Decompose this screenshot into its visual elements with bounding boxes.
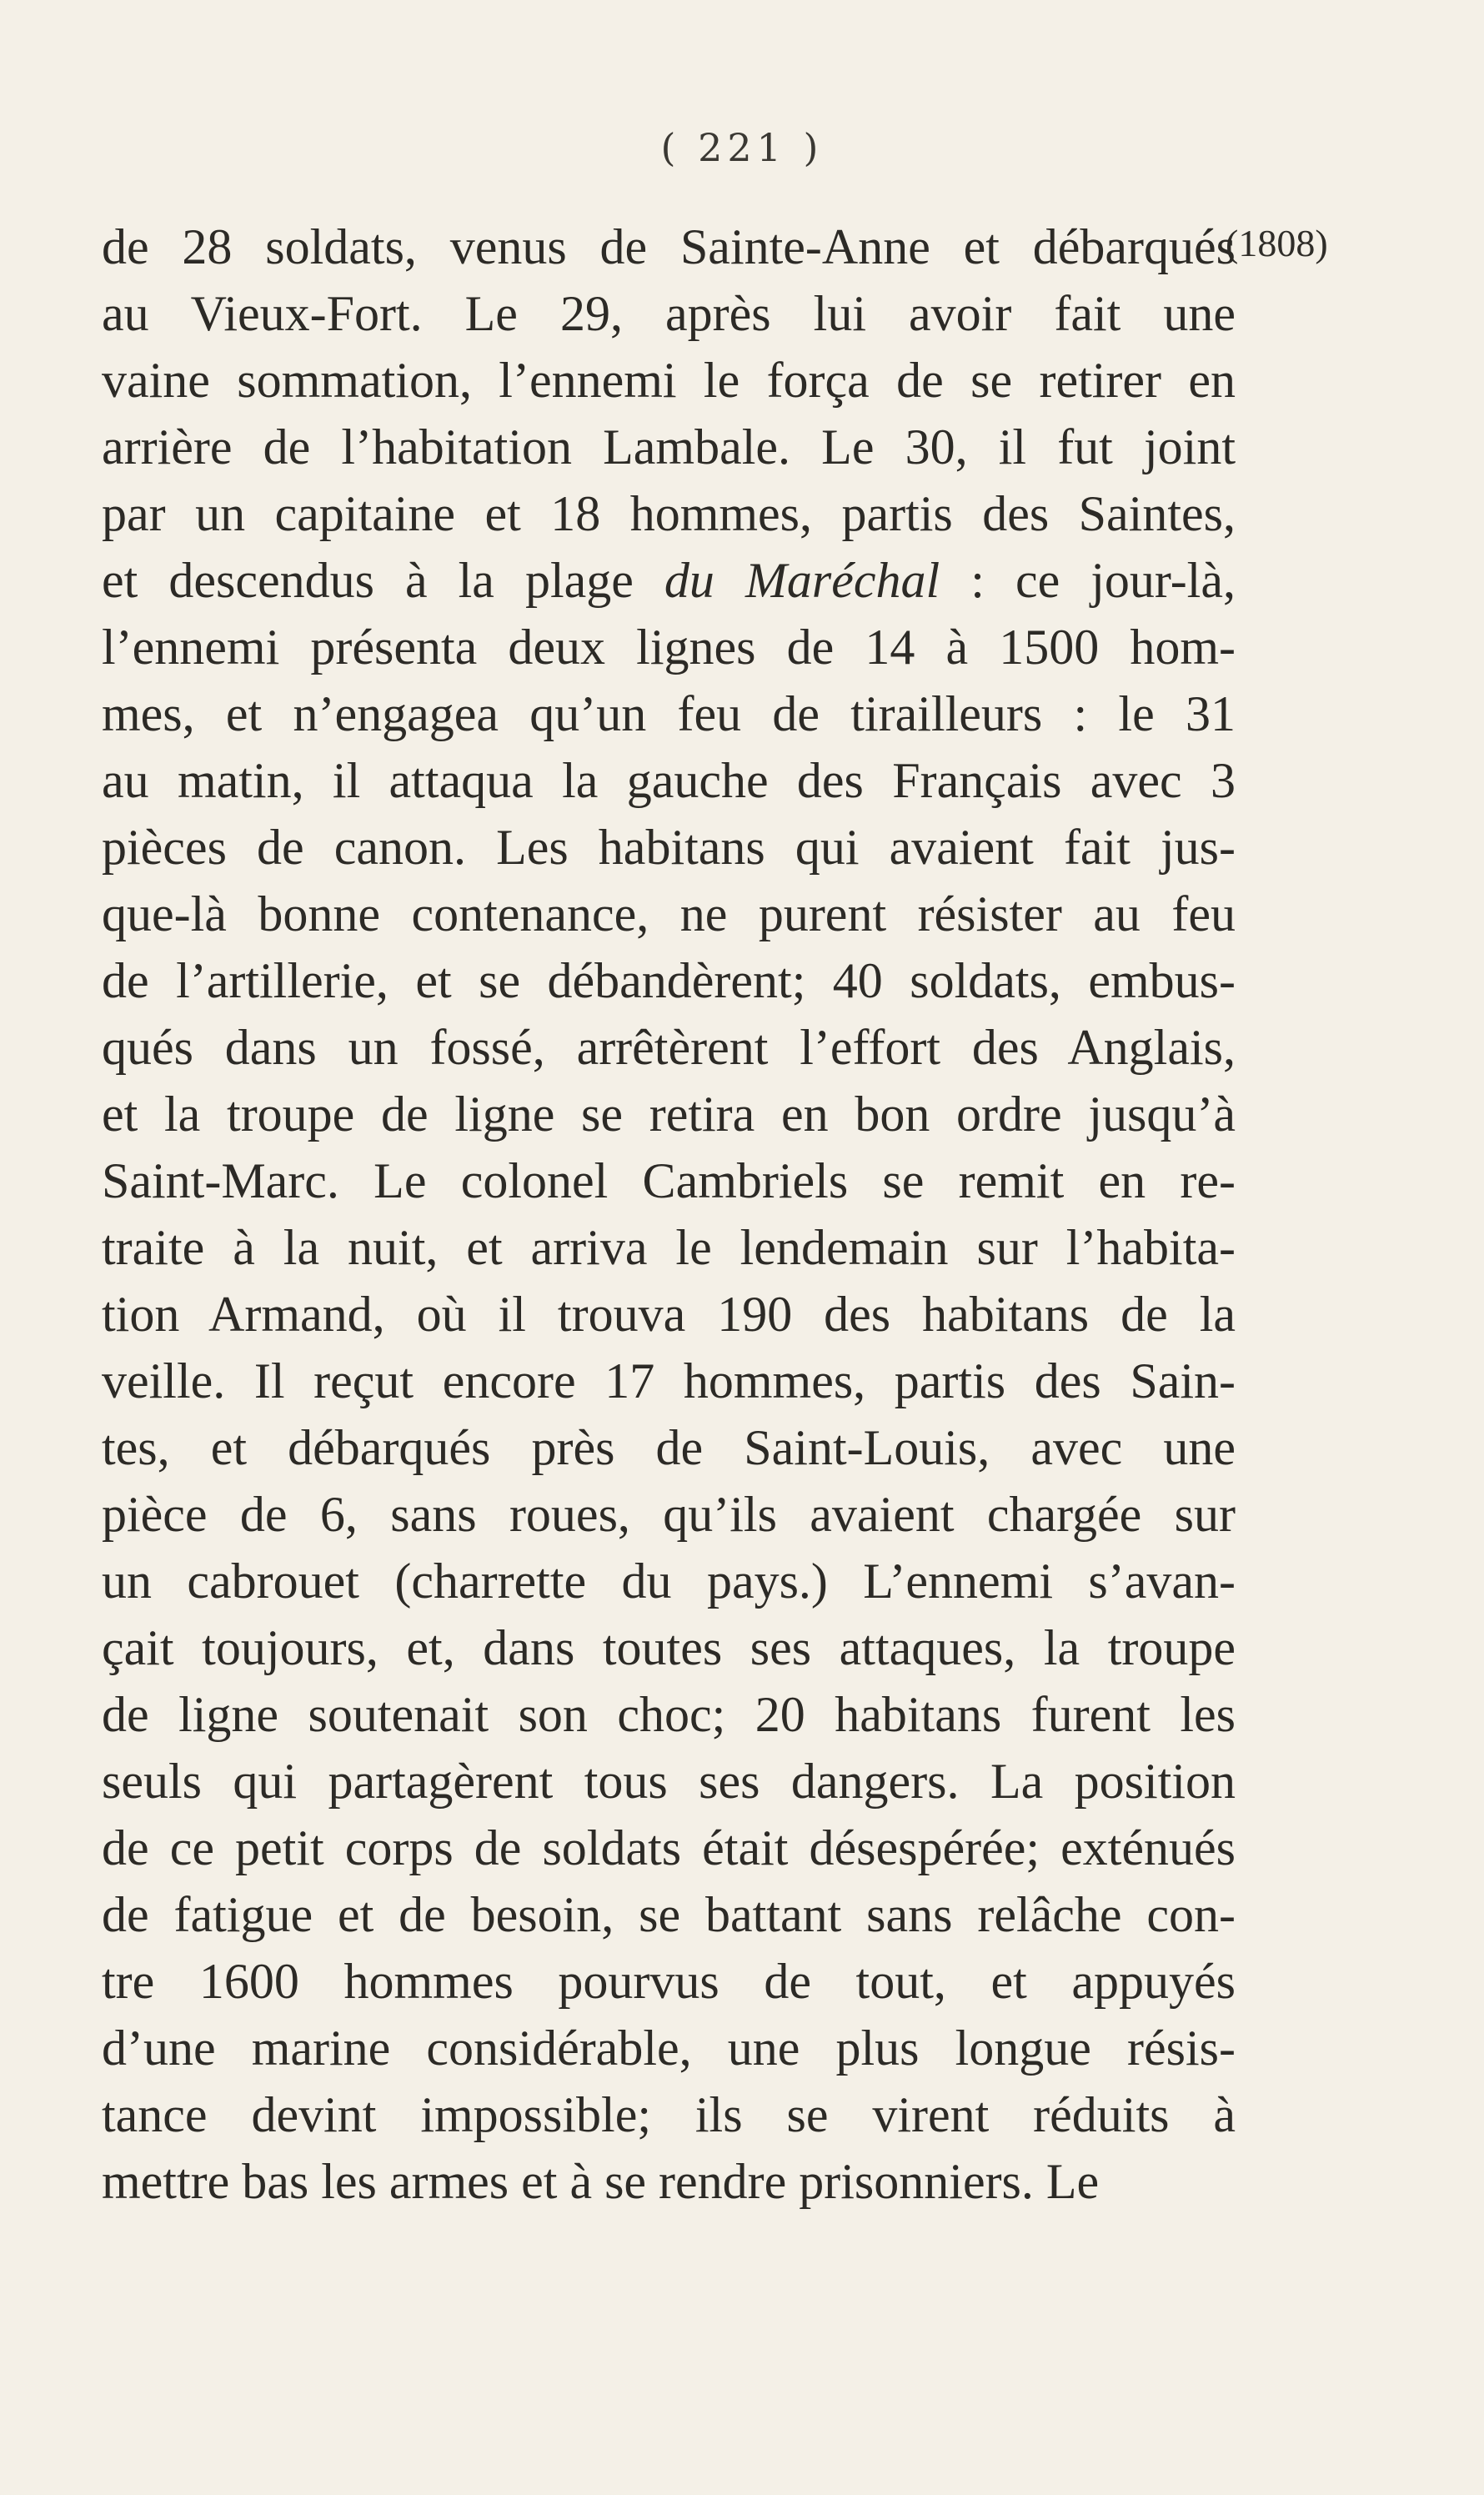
text-line: l’ennemi présenta deux lignes de 14 à 1500 hom- xyxy=(102,620,1236,675)
text-line: arrière de l’habitation Lambale. Le 30, il fut joint xyxy=(102,419,1236,474)
text-line: veille. Il reçut encore 17 hommes, partis des Sain- xyxy=(102,1353,1236,1408)
text-line: de 28 soldats, venus de Sainte-Anne et débarqués xyxy=(102,219,1236,274)
text-line: Saint-Marc. Le colonel Cambriels se remit en re- xyxy=(102,1153,1236,1208)
text-line: un cabrouet (charrette du pays.) L’ennemi s’avan- xyxy=(102,1554,1236,1609)
text-line: pièces de canon. Les habitans qui avaient fait jus- xyxy=(102,820,1236,875)
text-line: de l’artillerie, et se débandèrent; 40 soldats, embus- xyxy=(102,953,1236,1008)
text-line: pièce de 6, sans roues, qu’ils avaient chargée sur xyxy=(102,1487,1236,1542)
text-line: par un capitaine et 18 hommes, partis des Saintes, xyxy=(102,486,1236,541)
body-text xyxy=(102,213,1236,2215)
text-line: d’une marine considérable, une plus longue résis- xyxy=(102,2021,1236,2076)
text-line: traite à la nuit, et arriva le lendemain sur l’habita- xyxy=(102,1220,1236,1275)
page-number: ( 221 ) xyxy=(660,125,824,170)
text-run: : ce jour-là, xyxy=(940,553,1236,608)
text-line: au Vieux-Fort. Le 29, après lui avoir fait une xyxy=(102,286,1236,341)
text-line: qués dans un fossé, arrêtèrent l’effort des Anglais, xyxy=(102,1020,1236,1075)
text-line: seuls qui partagèrent tous ses dangers. La position xyxy=(102,1754,1236,1809)
text-line: tion Armand, où il trouva 190 des habitans de la xyxy=(102,1287,1236,1342)
italic-place-name: du Maréchal xyxy=(664,553,940,608)
text-line: que-là bonne contenance, ne purent résister au feu xyxy=(102,886,1236,941)
text-line: au matin, il attaqua la gauche des Français avec 3 xyxy=(102,753,1236,808)
text-run: et descendus à la plage xyxy=(102,553,664,608)
text-line: de ce petit corps de soldats était désespérée; exténués xyxy=(102,1820,1236,1875)
text-line: de ligne soutenait son choc; 20 habitans furent les xyxy=(102,1687,1236,1742)
margin-year-note: (1808) xyxy=(1226,222,1328,264)
text-line: çait toujours, et, dans toutes ses attaques, la troupe xyxy=(102,1620,1236,1675)
text-line: mettre bas les armes et à se rendre prisonniers. Le xyxy=(102,2154,1100,2209)
text-line: et la troupe de ligne se retira en bon ordre jusqu’à xyxy=(102,1087,1236,1142)
text-line: tre 1600 hommes pourvus de tout, et appuyés xyxy=(102,1954,1236,2009)
text-line: de fatigue et de besoin, se battant sans relâche con- xyxy=(102,1887,1236,1942)
text-line: tance devint impossible; ils se virent réduits à xyxy=(102,2087,1236,2142)
text-line: mes, et n’engagea qu’un feu de tirailleurs : le 31 xyxy=(102,686,1236,741)
text-line-with-italic xyxy=(102,547,1236,614)
text-line: tes, et débarqués près de Saint-Louis, avec une xyxy=(102,1420,1236,1475)
text-line: vaine sommation, l’ennemi le força de se retirer en xyxy=(102,353,1236,408)
